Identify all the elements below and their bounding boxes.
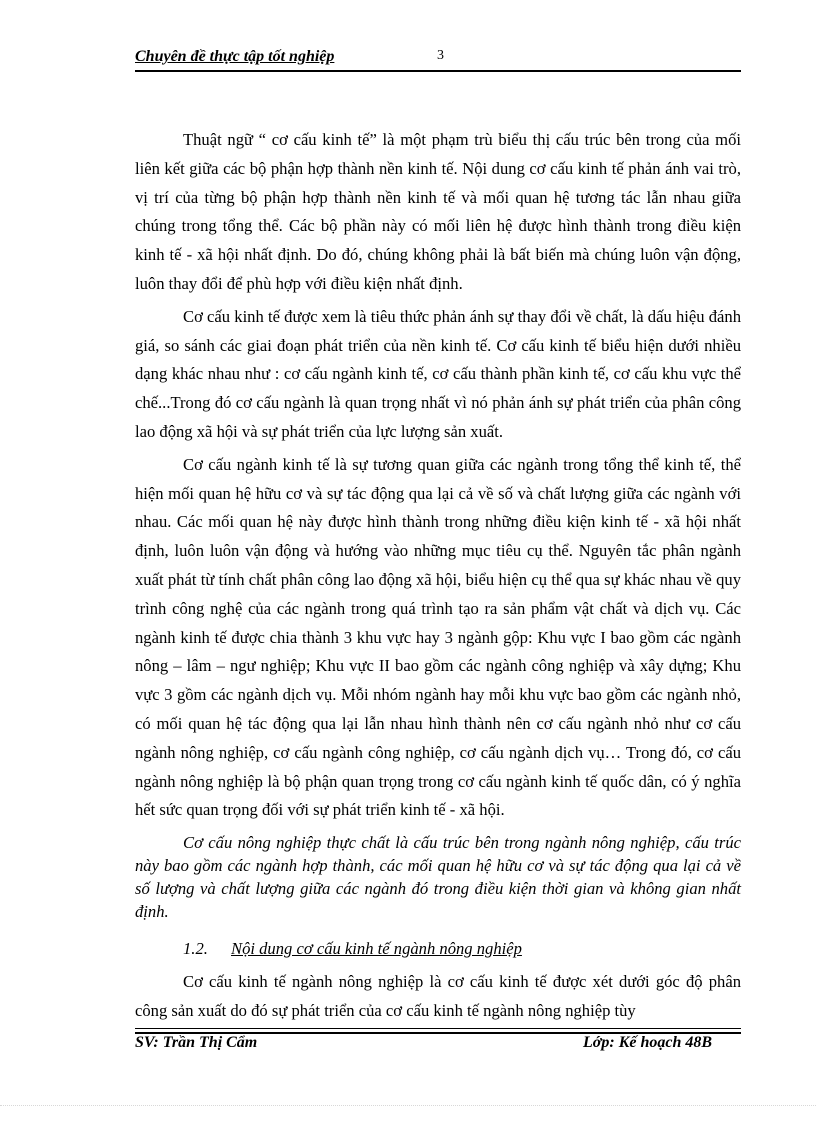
page-number: 3 bbox=[437, 48, 444, 63]
section-title: Nội dung cơ cấu kinh tế ngành nông nghiệp bbox=[231, 939, 522, 959]
section-number: 1.2. bbox=[183, 939, 208, 959]
header-divider bbox=[135, 70, 741, 72]
footer-class: Lớp: Kế hoạch 48B bbox=[583, 1034, 713, 1051]
document-body bbox=[135, 126, 741, 1030]
header-title: Chuyên đề thực tập tốt nghiệp bbox=[135, 48, 335, 65]
footer-divider-thin bbox=[135, 1028, 741, 1029]
paragraph-1: Thuật ngữ “ cơ cấu kinh tế” là một phạm trù biểu thị cấu trúc bên trong của mối liên kết giữa các bộ phận hợp thành nền kinh tế. Nội dung cơ cấu kinh tế phản ánh vai trò, vị trí của từng bộ phận hợp thành nền kinh tế và mối quan hệ tương tác lẫn nhau giữa chúng trong tổng thể. Các bộ phần này có mối liên hệ được hình thành trong điều kiện kinh tế - xã hội nhất định. Do đó, chúng không phải là bất biến mà chúng luôn vận động, luôn thay đổi để phù hợp với điều kiện nhất định. bbox=[135, 130, 741, 293]
italic-paragraph: Cơ cấu nông nghiệp thực chất là cấu trúc bên trong ngành nông nghiệp, cấu trúc này bao gồm các ngành hợp thành, các mối quan hệ hữu cơ và sự tác động qua lại cả về số lượng và chất lượng giữa các ngành đó trong điều kiện thời gian và không gian nhất định. bbox=[135, 833, 741, 922]
section-heading bbox=[135, 935, 741, 964]
page-header bbox=[135, 48, 741, 70]
paragraph-2: Cơ cấu kinh tế được xem là tiêu thức phản ánh sự thay đổi về chất, là dấu hiệu đánh giá, so sánh các giai đoạn phát triển của nền kinh tế. Cơ cấu kinh tế biểu hiện dưới nhiều dạng khác nhau như : cơ cấu ngành kinh tế, cơ cấu thành phần kinh tế, cơ cấu khu vực thể chế...Trong đó cơ cấu ngành là quan trọng nhất vì nó phản ánh sự phát triển của phân công lao động xã hội và sự phát triển của lực lượng sản xuất. bbox=[135, 306, 741, 441]
paragraph-final: Cơ cấu kinh tế ngành nông nghiệp là cơ cấu kinh tế được xét dưới góc độ phân công sản xuất do đó sự phát triển của cơ cấu kinh tế ngành nông nghiệp tùy bbox=[135, 971, 741, 1020]
paragraph-3: Cơ cấu ngành kinh tế là sự tương quan giữa các ngành trong tổng thể kinh tế, thể hiện mối quan hệ hữu cơ và sự tác động qua lại cả về số và chất lượng giữa các ngành với nhau. Các mối quan hệ này được hình thành trong những điều kiện kinh tế - xã hội nhất định, luôn luôn vận động và hướng vào những mục tiêu cụ thể. Nguyên tắc phân ngành xuất phát từ tính chất phân công lao động xã hội, biểu hiện cụ thể qua sự khác nhau về quy trình công nghệ của các ngành trong quá trình tạo ra sản phẩm vật chất và dịch vụ. Các ngành kinh tế được chia thành 3 khu vực hay 3 ngành gộp: Khu vực I bao gồm các ngành nông – lâm – ngư nghiệp; Khu vực II bao gồm các ngành công nghiệp và xây dựng; Khu vực 3 gồm các ngành dịch vụ. Mỗi nhóm ngành hay mỗi khu vực bao gồm các ngành nhỏ, có mối quan hệ tác động qua lại lẫn nhau hình thành nên cơ cấu ngành nhỏ như cơ cấu ngành nông nghiệp, cơ cấu ngành công nghiệp, cơ cấu ngành dịch vụ… Trong đó, cơ cấu ngành nông nghiệp là bộ phận quan trọng trong cơ cấu ngành kinh tế quốc dân, có ý nghĩa hết sức quan trọng đối với sự phát triển kinh tế - xã hội. bbox=[135, 454, 741, 820]
page-bottom-border bbox=[0, 1105, 816, 1106]
footer-student: SV: Trần Thị Cẩm bbox=[135, 1034, 258, 1051]
